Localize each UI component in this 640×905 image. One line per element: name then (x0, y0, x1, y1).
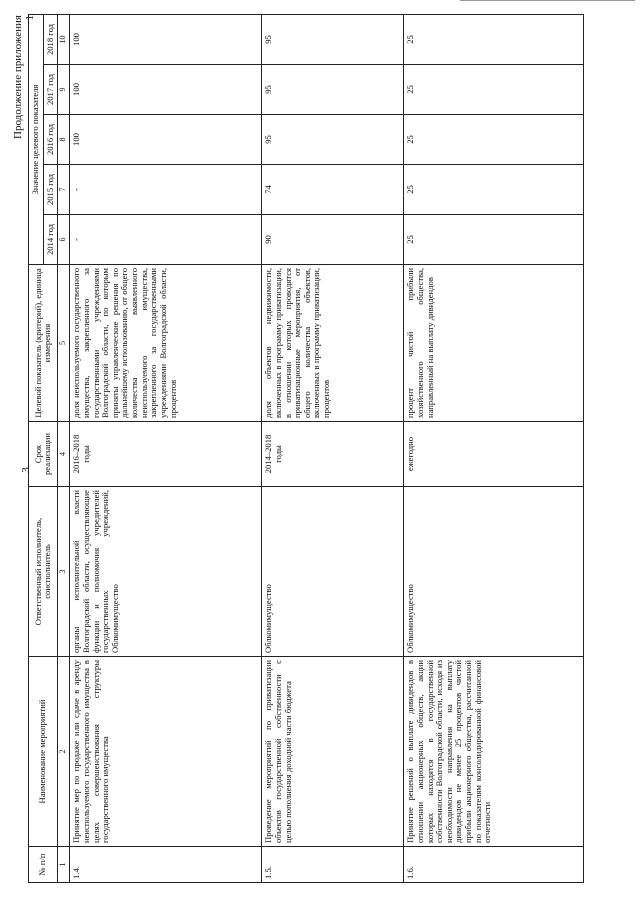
row-num: 1.4. (70, 847, 262, 883)
row-value-2018: 25 (404, 15, 584, 65)
row-value-2014: - (70, 215, 262, 265)
col-number: 9 (58, 65, 70, 115)
row-name: Принятие мер по продаже или сдаче в аренду неиспользуемого государственного имущества в целях совершенствования структуры государственного имущества (70, 657, 262, 847)
row-value-2017: 100 (70, 65, 262, 115)
col-number: 7 (58, 165, 70, 215)
row-value-2018: 100 (70, 15, 262, 65)
row-value-2016: 100 (70, 115, 262, 165)
col-number: 10 (58, 15, 70, 65)
row-value-2016: 95 (262, 115, 404, 165)
col-number: 2 (58, 657, 70, 847)
col-number: 3 (58, 487, 70, 657)
row-value-2015: 74 (262, 165, 404, 215)
header-responsible: Ответственный исполнитель, соисполнитель (29, 487, 58, 657)
header-year-2016: 2016 год (43, 115, 58, 165)
row-term: 2016–2018 годы (70, 422, 262, 487)
row-num: 1.6. (404, 847, 584, 883)
row-name: Проведение мероприятий по приватизации объектов государственной собственности с целью пополнения доходной части бюджета (262, 657, 404, 847)
header-indicator: Целевой показатель (критерий), единица измерения (29, 265, 58, 422)
row-responsible: Облкомимущество (404, 487, 584, 657)
row-responsible: органы исполнительной власти Волгоградской области, осуществляющие функции и полномочия учредителей государственных учреждений, Облкомимущество (70, 487, 262, 657)
row-value-2016: 25 (404, 115, 584, 165)
row-value-2014: 90 (262, 215, 404, 265)
measures-table (28, 14, 584, 883)
col-number: 4 (58, 422, 70, 487)
continuation-label: Продолжение приложения 1 (12, 15, 36, 139)
row-indicator: процент чистой прибыли хозяйственного общества, направленный на выплату дивидендов (404, 265, 584, 422)
row-value-2015: 25 (404, 165, 584, 215)
header-row-1 (29, 15, 44, 883)
header-year-2018: 2018 год (43, 15, 58, 65)
row-responsible: Облкомимущество (262, 487, 404, 657)
column-number-row (58, 15, 70, 883)
table-row (404, 15, 584, 883)
row-value-2018: 95 (262, 15, 404, 65)
header-year-2014: 2014 год (43, 215, 58, 265)
table-row (70, 15, 262, 883)
header-year-2017: 2017 год (43, 65, 58, 115)
row-value-2017: 25 (404, 65, 584, 115)
col-number: 5 (58, 265, 70, 422)
header-year-2015: 2015 год (43, 165, 58, 215)
row-value-2015: - (70, 165, 262, 215)
header-term: Срок реализации (29, 422, 58, 487)
row-indicator: доля неиспользуемого государственного имущества, закрепленного за государственными учреждениями Волгоградской области, по которым приняты управленческие решения по дальнейшему использованию, от общего количества выявленного неиспользуемого имущества, закрепленного за государственными учреждениями Волгоградской области, процентов (70, 265, 262, 422)
col-number: 6 (58, 215, 70, 265)
header-name: Наименование мероприятий (29, 657, 58, 847)
row-term: ежегодно (404, 422, 584, 487)
row-num: 1.5. (262, 847, 404, 883)
table-row (262, 15, 404, 883)
col-number: 8 (58, 115, 70, 165)
row-value-2017: 95 (262, 65, 404, 115)
col-number: 1 (58, 847, 70, 883)
row-term: 2014–2018 годы (262, 422, 404, 487)
row-indicator: доля объектов недвижимости, включенных в программу приватизации, в отношении которых проводятся приватизационные мероприятия, от общего количества объектов, включенных в программу приватизации, процентов (262, 265, 404, 422)
page-number: 3 (20, 467, 32, 473)
row-name: Принятие решений о выплате дивидендов в отношении акционерных обществ, акции которых находятся в государственной собственности Волгоградской области, исходя из необходимости направления на выплату дивидендов не менее 25 процентов чистой прибыли акционерного общества, рассчитанной по показателям консолидированной финансовой отчетности (404, 657, 584, 847)
header-num: № п/п (29, 847, 58, 883)
header-value-group: Значение целевого показателя (29, 15, 44, 265)
row-value-2014: 25 (404, 215, 584, 265)
